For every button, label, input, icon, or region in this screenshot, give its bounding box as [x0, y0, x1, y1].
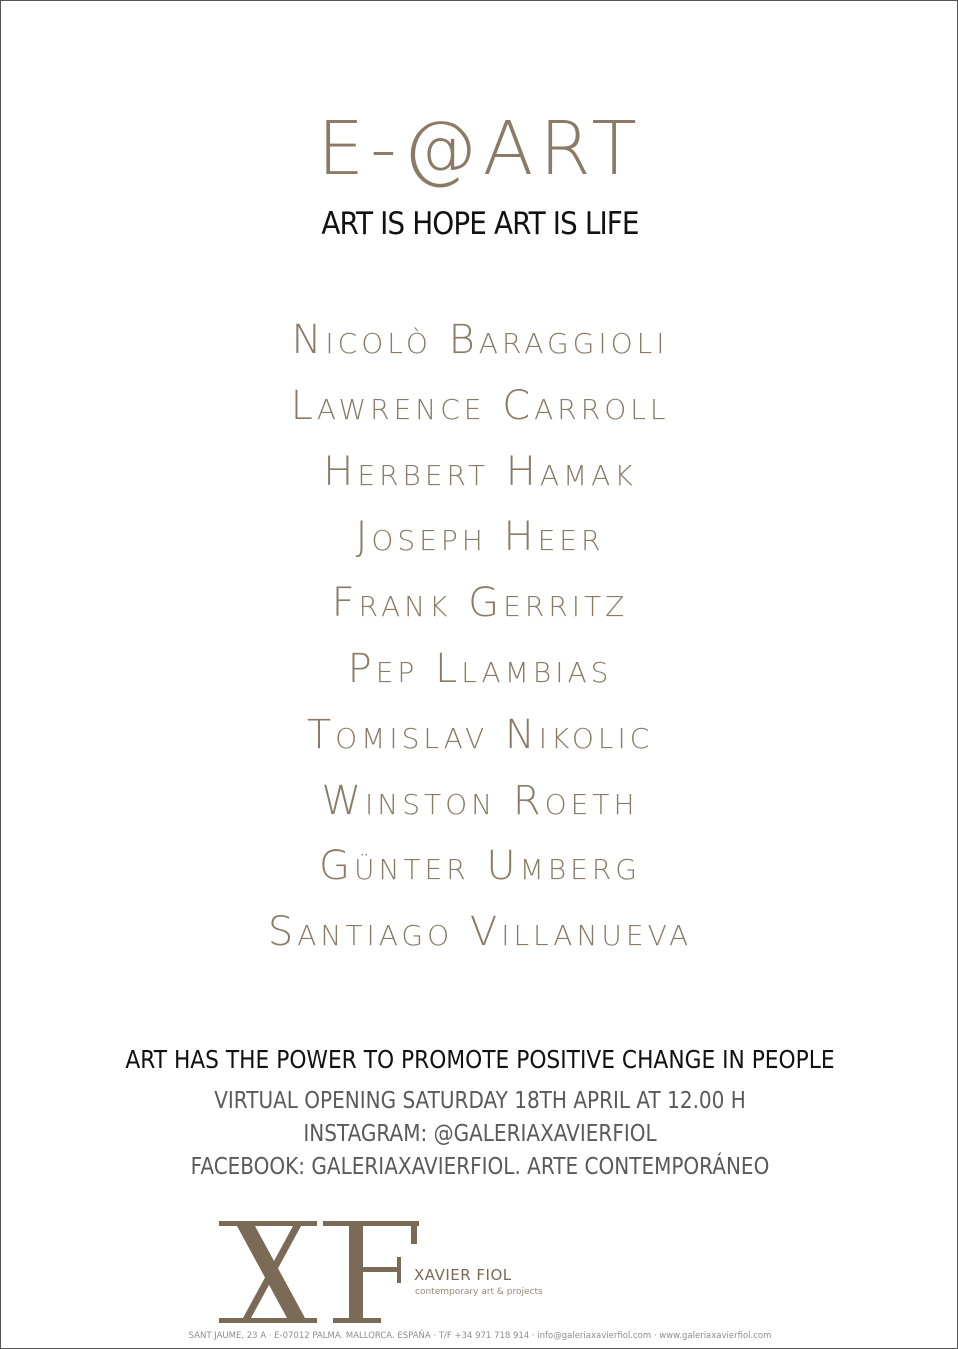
artist-list [1, 314, 958, 972]
artist-name: Günter Umberg [318, 843, 641, 890]
instagram-info: INSTAGRAM: @GALERIAXAVIERFIOL [303, 1121, 657, 1147]
artist-name: Winston Roeth [321, 777, 639, 824]
artist-name: Nicolò Baraggioli [291, 317, 669, 363]
artist-name: Frank Gerritz [331, 580, 629, 627]
artist-name: Pep Llambias [347, 645, 613, 692]
facebook-info: FACEBOOK: GALERIAXAVIERFIOL. ARTE CONTEMPORÁNEO [190, 1154, 770, 1180]
logo-name: XAVIER FIOL [414, 1266, 512, 1284]
artist-name: Lawrence Carroll [290, 382, 670, 429]
artist-name: Santiago Villanueva [267, 909, 693, 956]
footer-address: SANT JAUME, 23 A · E-07012 PALMA. MALLORCA. ESPAÑA · T/F +34 971 718 914 · info@galeriaxavierfiol.com · www.galeriaxavierfiol.com [188, 1331, 772, 1341]
poster-title: E-@ART [317, 106, 643, 192]
xf-logo-mark [219, 1221, 419, 1323]
tagline: ART HAS THE POWER TO PROMOTE POSITIVE CHANGE IN PEOPLE [125, 1045, 835, 1074]
opening-info: VIRTUAL OPENING SATURDAY 18TH APRIL AT 12.00 H [214, 1088, 746, 1114]
artist-name: Herbert Hamak [323, 448, 637, 495]
artist-name: Tomislav Nikolic [306, 711, 654, 758]
poster-subtitle: ART IS HOPE ART IS LIFE [321, 206, 639, 242]
artist-name: Joseph Heer [355, 514, 605, 561]
logo-subtitle: contemporary art & projects [415, 1287, 543, 1297]
